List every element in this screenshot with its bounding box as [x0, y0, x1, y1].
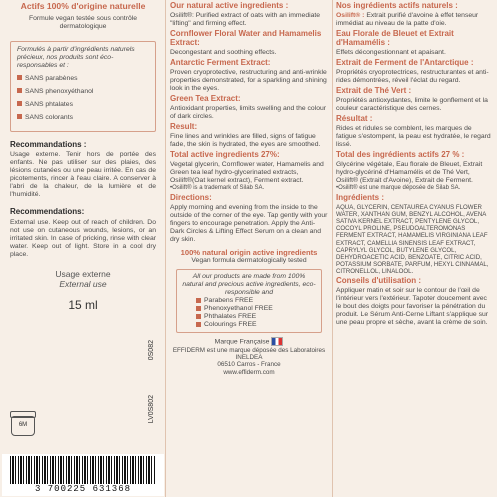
fr-heading-resultat: Résultat : [336, 113, 373, 123]
fr-heading-the: Extrait de Thé Vert : [336, 85, 412, 95]
recommandations-title: Recommandations : [10, 139, 87, 149]
eco-box-fr [10, 41, 156, 132]
brand-address: 06510 Carros - France [217, 361, 281, 369]
free-item: SANS colorants [25, 113, 73, 121]
eco-box-intro: Formulés à partir d'ingrédients naturels précieux, nos produits sont éco-responsables et : [17, 45, 135, 69]
fr-heading-bleuet: Eau Florale de Bleuet et Extrait d'Hamamélis : [336, 28, 454, 47]
brand-website: www.effiderm.com [223, 368, 275, 376]
free-item: Phthalates FREE [204, 313, 257, 321]
lot-code: 0S082 [148, 340, 155, 361]
vegan-formula-text: Vegan formula dermatologically tested [191, 257, 307, 265]
batch-number: LV0S802 [148, 395, 155, 424]
recommendations-text: External use. Keep out of reach of children. Do not use on cutaneous wounds, lesions, or an irritated skin. In case of pricking, rinse with clear water. Keep out of light. Store in a cool dry place. [10, 219, 156, 259]
bullet-icon [17, 88, 22, 93]
column-divider [165, 0, 166, 497]
fr-the-text: Propriétés antioxydantes, limite le gonflement et la couleur caractéristique des cernes. [336, 96, 488, 112]
fr-osilift-text: Extrait purifié d'avoine à effet tenseur immédiat au niveau de la patte d'oie. [336, 11, 479, 27]
en-result-text: Fine lines and wrinkles are filled, signs of fatigue fade, the skin is hydrated, the eyes are smoothed. [170, 132, 321, 148]
fr-ferment-text: Propriétés cryoprotectrices, restructurantes et anti-rides démontrées, réveil l'éclat du regard. [336, 68, 489, 84]
en-heading-directions: Directions: [170, 192, 212, 202]
free-item: Colourings FREE [204, 321, 257, 329]
fr-conseils-text: Appliquer matin et soir sur le contour de l'œil de l'intérieur vers l'extérieur. Tapoter doucement avec le bout des doigts pour favoriser la pénétration du produit. Le Sérum Anti-Cerne Liftant s'applique sur une peau propre et sèche, avant la crème de soin. [336, 287, 489, 327]
recommandations-text: Usage externe. Tenir hors de portée des enfants. Ne pas utiliser sur des plaies, des lésions cutanées ou une peau irritée. En cas de picotements, rincer à l'eau claire. A conserver à l'abri de la chaleur, de la lumière et de l'humidité. [10, 151, 156, 199]
fr-heading-ingredients: Ingrédients : [336, 192, 385, 202]
free-item: SANS phtalates [25, 100, 73, 108]
en-heading-total: Total active ingredients 27%: [170, 149, 280, 159]
en-heading-antarctic: Antarctic Ferment Extract: [170, 57, 271, 67]
barcode-digits: 3 700225 631368 [34, 484, 131, 494]
bullet-icon [17, 114, 22, 119]
bullet-icon [196, 314, 201, 319]
brand-owner-text: EFFIDERM est une marque déposée des Laboratoires INELDEA [172, 346, 326, 361]
column-french-right [336, 0, 492, 497]
vegan-tested-text: Formule vegan testée sous contrôle dermatologique [28, 14, 138, 30]
recommendations-title: Recommendations: [10, 207, 85, 217]
free-item: Phenoxyethanol FREE [204, 305, 273, 313]
natural-actives-title: Actifs 100% d'origine naturelle [20, 1, 146, 11]
column-divider [332, 0, 333, 497]
marque-francaise: Marque Française [214, 338, 270, 346]
bullet-icon [17, 101, 22, 106]
en-osilift-text: Osilift®: Purified extract of oats with an immediate "lifting" and firming effect. [170, 11, 321, 27]
pao-label: 6M [18, 422, 28, 428]
eco-box-intro-en: All our products are made from 100% natural and precious active ingredients, eco-responsible and [182, 273, 316, 297]
natural-origin-title: 100% natural origin active ingredients [180, 247, 318, 257]
en-antarctic-text: Proven cryoprotective, restructuring and anti-wrinkle properties demonstrated, for a sparkling and shining look in the eyes. [170, 68, 327, 92]
en-heading-result: Result: [170, 121, 198, 131]
bullet-icon [17, 75, 22, 80]
fr-heading-total: Total des ingrédients actifs 27 % : [336, 149, 465, 159]
en-trademark-text: •Osilift® is a trademark of Silab SA. [170, 184, 265, 191]
fr-heading-actives: Nos ingrédients actifs naturels : [336, 1, 458, 10]
eco-box-en [176, 269, 322, 333]
fr-resultat-text: Rides et ridules se comblent, les marques de fatigue s'estompent, la peau est hydratée, le regard lissé. [336, 124, 491, 148]
free-item: SANS parabènes [25, 74, 78, 82]
column-english [170, 0, 328, 497]
en-total-text: Vegetal glycerin, Cornflower water, Hamamelis and Green tea leaf hydro-glycerinated extracts, Osilift®(Oat kernel extract), Ferment extract. [170, 160, 324, 184]
ingredients-list: AQUA, GLYCERIN, CENTAUREA CYANUS FLOWER WATER, XANTHAN GUM, BENZYL ALCOHOL, AVENA SATIVA KERNEL EXTRACT, PENTYLENE GLYCOL, COCOYL PROLINE, PSEUDOALTEROMONAS FERMENT EXTRACT, HAMAMELIS VIRGINIANA LEAF EXTRACT, CAMELLIA SINENSIS LEAF EXTRACT, CAPRYLYL GLYCOL, BUTYLENE GLYCOL, DEHYDROACETIC ACID, BENZOATE, CITRIC ACID, POTASSIUM SORBATE, PARFUM, HEXYL CINNAMAL, CITRONELLOL, LINALOOL. [336, 203, 489, 276]
barcode-bars [10, 456, 156, 484]
en-heading-cornflower: Cornflower Floral Water and Hamamelis Extract: [170, 28, 322, 47]
volume-label: 15 ml [68, 297, 98, 312]
french-flag-icon [271, 337, 283, 346]
fr-bleuet-text: Effets décongestionnant et apaisant. [336, 48, 446, 56]
en-greentea-text: Antioxidant properties, limits swelling and the colour of dark circles. [170, 104, 327, 120]
fr-heading-conseils: Conseils d'utilisation : [336, 276, 422, 286]
bullet-icon [196, 306, 201, 311]
fr-heading-ferment: Extrait de Ferment de l'Antarctique : [336, 57, 474, 67]
en-heading-actives: Our natural active ingredients : [170, 1, 289, 10]
bullet-icon [196, 298, 201, 303]
usage-externe: Usage externe [55, 269, 111, 280]
free-item: Parabens FREE [204, 297, 254, 305]
fr-total-text: Glycérine végétale, Eau florale de Bleuet, Extrait hydro-glycériné d'Hamamélis et de Thé Vert, Osilift® (Extrait d'Avoine), Extrait de Ferment. [336, 160, 483, 184]
en-cornflower-text: Decongestant and soothing effects. [170, 48, 277, 56]
fr-osilift-label: Osilift® : [336, 11, 365, 19]
en-directions-text: Apply morning and evening from the inside to the outside of the corner of the eye. Tap gently with your fingers to encourage penetration. Apply the Anti-Dark Circles & Lifting Effect Serum on a clean and dry skin. [170, 203, 328, 243]
pao-jar-icon [11, 416, 35, 436]
free-item: SANS phenoxyéthanol [25, 87, 94, 95]
external-use: External use [59, 279, 107, 290]
fr-trademark-text: •Osilift® est une marque déposée de Silab SA. [336, 184, 461, 191]
barcode [2, 454, 164, 496]
en-heading-greentea: Green Tea Extract: [170, 93, 241, 103]
bullet-icon [196, 322, 201, 327]
